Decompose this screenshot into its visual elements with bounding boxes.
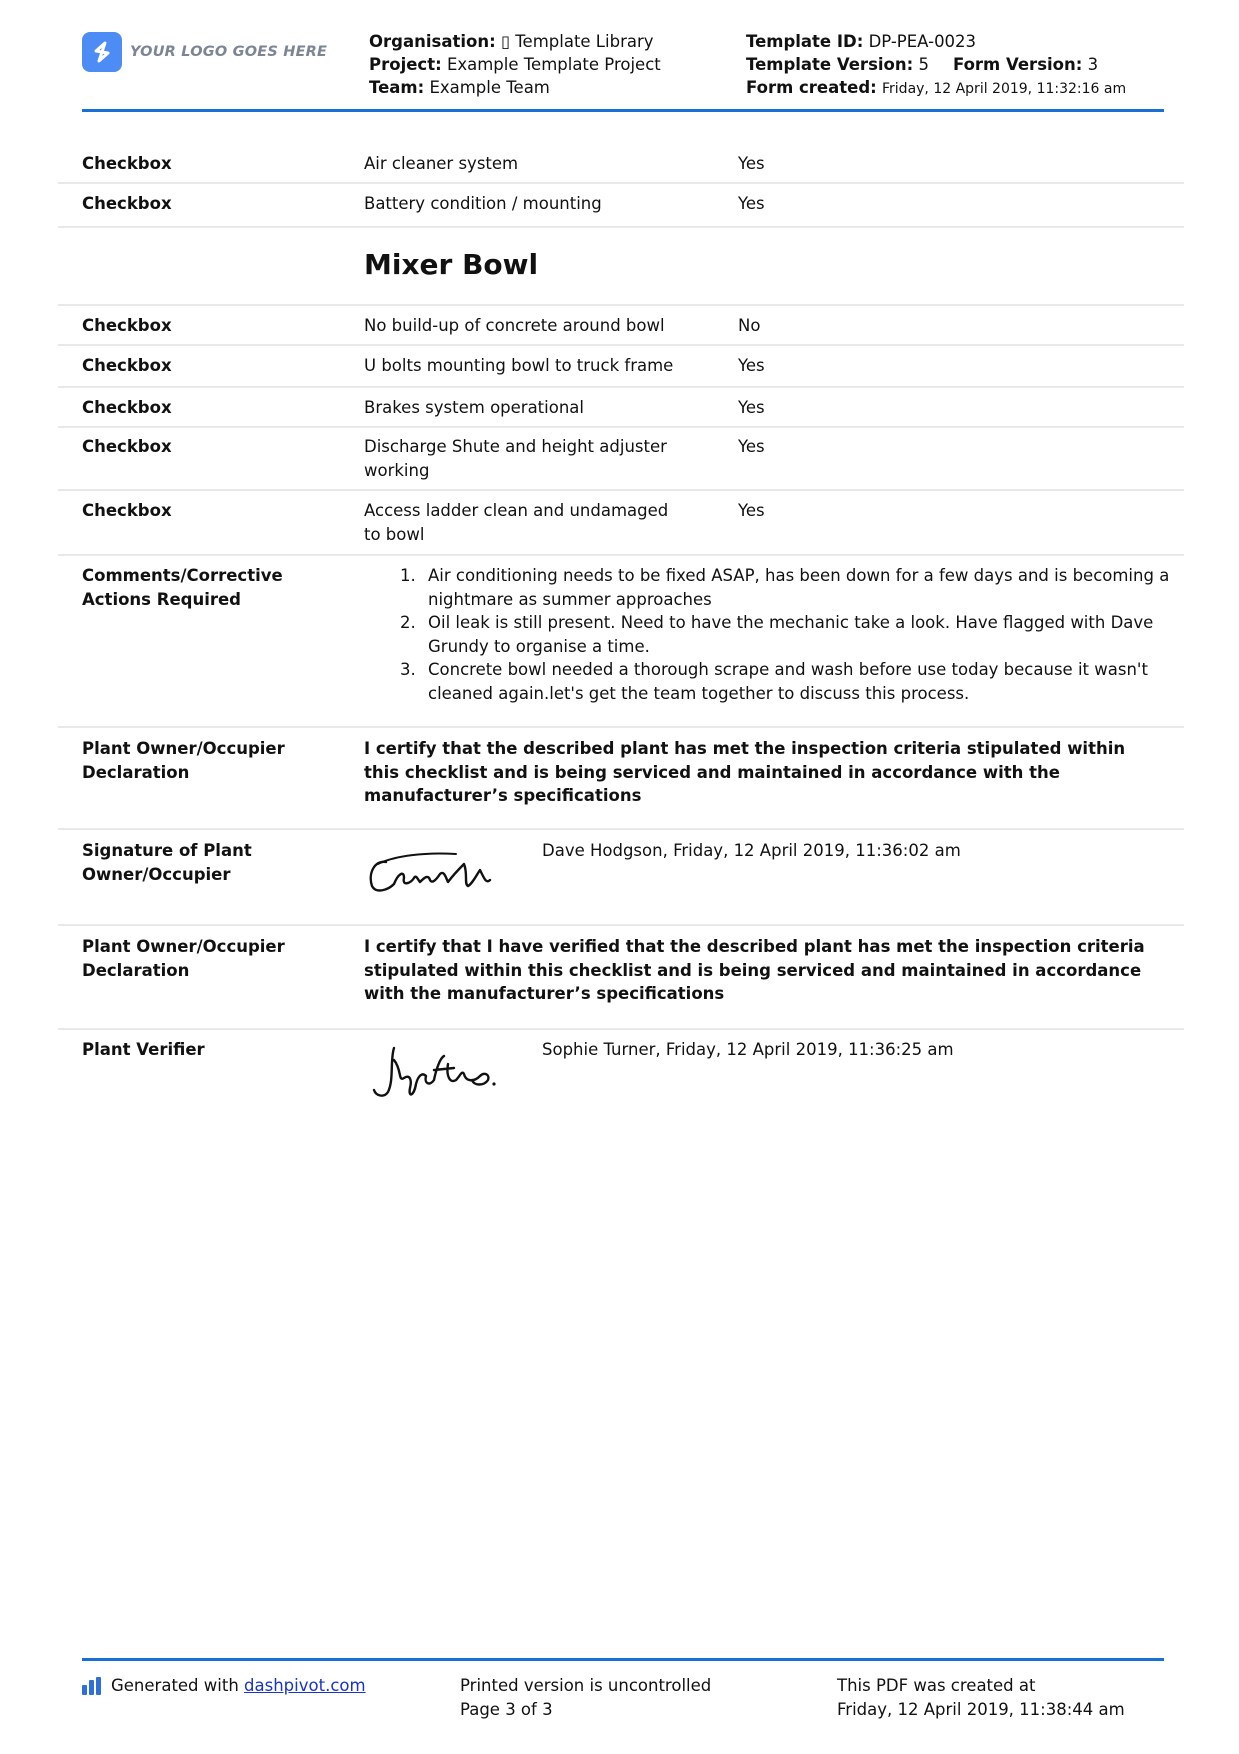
comments-label: Comments/Corrective Actions Required <box>82 566 283 609</box>
organisation-value: ▯ Template Library <box>500 32 654 51</box>
row-item: U bolts mounting bowl to truck frame <box>364 356 674 375</box>
comment-text: Air conditioning needs to be fixed ASAP, has been down for a few days and is becoming a nightmare as summer approaches <box>428 566 1170 609</box>
row-value: Yes <box>738 154 765 173</box>
declaration-row <box>58 726 1184 830</box>
generated-text: Generated with <box>111 1676 239 1695</box>
dashpivot-link[interactable]: dashpivot.com <box>244 1676 366 1695</box>
pdf-created-value: Friday, 12 April 2019, 11:38:44 am <box>837 1699 1125 1719</box>
signature-label: Signature of Plant Owner/Occupier <box>82 841 252 884</box>
form-version-value: 3 <box>1087 55 1099 74</box>
dashpivot-icon <box>82 1677 103 1695</box>
signature-image <box>364 1040 514 1110</box>
signature-text: Dave Hodgson, Friday, 12 April 2019, 11:36:02 am <box>542 841 961 860</box>
checklist-row <box>58 304 1184 346</box>
list-item: 2. Oil leak is still present. Need to have the mechanic take a look. Have flagged with Dave Grundy to organise a time. <box>400 613 1154 656</box>
declaration-row <box>58 924 1184 1030</box>
logo-icon <box>82 32 122 72</box>
team-label: Team: <box>369 78 425 97</box>
signature-row <box>58 1028 1184 1118</box>
row-label: Checkbox <box>82 356 172 375</box>
header-template-block <box>746 30 1126 101</box>
row-label: Checkbox <box>82 194 172 213</box>
footer-divider <box>82 1658 1164 1661</box>
checklist-row <box>58 344 1184 388</box>
signature-label: Plant Verifier <box>82 1040 205 1059</box>
list-item: 3. Concrete bowl needed a thorough scrape and wash before use today because it wasn't cleaned again.let's get the team together to discuss this process. <box>400 660 1148 703</box>
row-value: Yes <box>738 398 765 417</box>
list-item: 1. Air conditioning needs to be fixed ASAP, has been down for a few days and is becoming a nightmare as summer approaches <box>400 566 1170 609</box>
row-value: Yes <box>738 501 765 520</box>
header-org-block <box>369 30 661 99</box>
signature-row <box>58 828 1184 926</box>
checklist-row <box>58 182 1184 228</box>
template-version-value: 5 <box>918 55 929 74</box>
logo <box>82 32 327 72</box>
comment-text: Oil leak is still present. Need to have the mechanic take a look. Have flagged with Dave Grundy to organise a time. <box>428 613 1154 656</box>
checklist-row <box>58 489 1184 556</box>
declaration-text: I certify that the described plant has met the inspection criteria stipulated within this checklist and is being serviced and maintained in accordance with the manufacturer’s specifications <box>364 739 1126 805</box>
row-value: Yes <box>738 194 765 213</box>
comments-row <box>58 554 1184 728</box>
form-created-value: Friday, 12 April 2019, 11:32:16 am <box>882 81 1127 97</box>
footer-pdf-created <box>837 1674 1125 1721</box>
section-heading: Mixer Bowl <box>364 248 539 281</box>
declaration-label: Plant Owner/Occupier Declaration <box>82 739 285 782</box>
row-item: Battery condition / mounting <box>364 194 602 213</box>
row-item: Brakes system operational <box>364 398 584 417</box>
footer-uncontrolled <box>460 1674 711 1721</box>
row-value: No <box>738 316 761 335</box>
declaration-text: I certify that I have verified that the described plant has met the inspection criteria stipulated within this checklist and is being serviced and maintained in accordance with the manufacturer’s specifications <box>364 937 1145 1003</box>
row-item: Air cleaner system <box>364 154 519 173</box>
row-item: No build-up of concrete around bowl <box>364 316 665 335</box>
template-id-value: DP-PEA-0023 <box>868 32 977 51</box>
header-divider <box>82 109 1164 112</box>
row-label: Checkbox <box>82 316 172 335</box>
section-heading-row <box>58 226 1184 306</box>
project-value: Example Template Project <box>446 55 661 74</box>
form-version-label: Form Version: <box>952 55 1083 74</box>
page-number: Page 3 of 3 <box>460 1699 553 1719</box>
row-item: Access ladder clean and undamaged to bowl <box>364 501 669 544</box>
declaration-label: Plant Owner/Occupier Declaration <box>82 937 285 980</box>
uncontrolled-text: Printed version is uncontrolled <box>460 1676 712 1695</box>
row-label: Checkbox <box>82 437 172 456</box>
row-item: Discharge Shute and height adjuster working <box>364 437 667 480</box>
signature-image <box>364 844 504 908</box>
template-id-label: Template ID: <box>746 32 864 51</box>
form-created-label: Form created: <box>746 78 877 97</box>
checklist-row <box>58 386 1184 428</box>
pdf-created-label: This PDF was created at <box>837 1676 1036 1695</box>
checklist-row <box>58 426 1184 491</box>
team-value: Example Team <box>429 78 550 97</box>
row-value: Yes <box>738 356 765 375</box>
row-label: Checkbox <box>82 501 172 520</box>
page-header <box>82 26 1164 112</box>
comments-list <box>400 564 1190 705</box>
footer-generated <box>82 1674 366 1698</box>
organisation-label: Organisation: <box>369 32 496 51</box>
logo-text: YOUR LOGO GOES HERE <box>130 44 328 60</box>
template-version-label: Template Version: <box>746 55 914 74</box>
signature-text: Sophie Turner, Friday, 12 April 2019, 11:36:25 am <box>542 1040 954 1059</box>
comment-text: Concrete bowl needed a thorough scrape and wash before use today because it wasn't cleaned again.let's get the team together to discuss this process. <box>428 660 1148 703</box>
project-label: Project: <box>369 55 442 74</box>
row-label: Checkbox <box>82 154 172 173</box>
row-value: Yes <box>738 437 765 456</box>
checklist-row <box>58 140 1184 184</box>
row-label: Checkbox <box>82 398 172 417</box>
